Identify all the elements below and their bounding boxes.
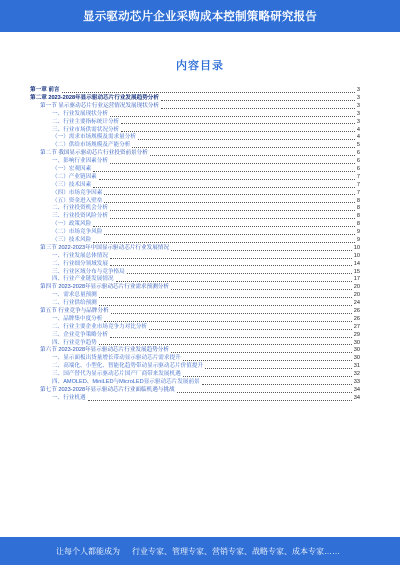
toc-entry-page-number: 15 [353, 268, 360, 275]
toc-entry[interactable] [30, 94, 360, 102]
toc-entry-label: 第二节 我国显示驱动芯片行业投资前景分析 [40, 150, 148, 157]
toc-entry-label: 三、行业市场供需状况分析 [52, 126, 120, 133]
report-header-bar [0, 0, 400, 32]
toc-dot-leader [121, 123, 355, 124]
toc-entry-page-number: 8 [356, 221, 360, 228]
toc-entry[interactable] [30, 86, 360, 94]
toc-entry[interactable] [30, 141, 360, 149]
toc-entry-page-number: 26 [353, 315, 360, 322]
toc-entry-page-number: 9 [356, 237, 360, 244]
toc-entry[interactable] [30, 370, 360, 378]
toc-entry[interactable] [30, 244, 360, 252]
toc-entry[interactable] [30, 394, 360, 402]
toc-entry[interactable] [30, 165, 360, 173]
toc-dot-leader [205, 368, 352, 369]
toc-dot-leader [149, 329, 352, 330]
toc-dot-leader [171, 250, 352, 251]
toc-entry[interactable] [30, 133, 360, 141]
toc-entry-label: 第一节 显示驱动芯片行业运营情况发展现状分析 [40, 102, 160, 109]
toc-entry[interactable] [30, 331, 360, 339]
toc-dot-leader [183, 376, 352, 377]
toc-entry-page-number: 10 [353, 244, 360, 251]
toc-entry[interactable] [30, 291, 360, 299]
toc-entry-page-number: 30 [353, 347, 360, 354]
toc-entry-label: 一、行业发展总体情况 [52, 252, 108, 259]
toc-dot-leader [110, 258, 352, 259]
toc-entry[interactable] [30, 339, 360, 347]
report-title: 显示驱动芯片企业采购成本控制策略研究报告 [83, 11, 317, 23]
toc-entry-label: 四、行业竞争趋势 [52, 339, 97, 346]
toc-entry[interactable] [30, 346, 360, 354]
toc-entry-page-number: 8 [356, 213, 360, 220]
toc-entry-label: 二、行业主要指标统计分析 [52, 118, 120, 125]
toc-entry[interactable] [30, 110, 360, 118]
toc-entry[interactable] [30, 386, 360, 394]
toc-entry-label: （一）政策风险 [52, 221, 92, 228]
toc-entry[interactable] [30, 267, 360, 275]
toc-entry-page-number: 34 [353, 394, 360, 401]
toc-entry[interactable] [30, 236, 360, 244]
toc-entry[interactable] [30, 181, 360, 189]
toc-entry-label: 一、影响行业因素分析 [52, 158, 108, 165]
toc-dot-leader [99, 297, 352, 298]
toc-entry-page-number: 7 [356, 181, 360, 188]
toc-entry-label: 三、企业竞争策略分析 [52, 331, 108, 338]
toc-entry[interactable] [30, 118, 360, 126]
toc-dot-leader [161, 108, 355, 109]
toc-dot-leader [183, 360, 352, 361]
toc-entry-label: （二）产业链因素 [52, 173, 97, 180]
toc-entry-label: 二、行业投资机会分析 [52, 205, 108, 212]
toc-entry[interactable] [30, 275, 360, 283]
toc-dot-leader [104, 202, 355, 203]
toc-entry-page-number: 14 [353, 260, 360, 267]
toc-dot-leader [110, 163, 355, 164]
toc-entry-page-number: 30 [353, 339, 360, 346]
toc-entry-label: 一、需求总量预测 [52, 292, 97, 299]
toc-entry-page-number: 3 [356, 87, 360, 94]
toc-dot-leader [111, 313, 352, 314]
footer-slogan-lead: 让每个人都能成为 [56, 546, 120, 556]
toc-entry-label: 一、行业发展现状分析 [52, 110, 108, 117]
toc-dot-leader [99, 344, 352, 345]
toc-dot-leader [93, 187, 355, 188]
toc-entry-page-number: 4 [356, 126, 360, 133]
toc-entry-page-number: 3 [356, 118, 360, 125]
toc-entry[interactable] [30, 299, 360, 307]
toc-entry-page-number: 6 [356, 150, 360, 157]
toc-entry[interactable] [30, 362, 360, 370]
toc-entry[interactable] [30, 149, 360, 157]
toc-entry[interactable] [30, 323, 360, 331]
toc-entry-label: 三、行业投资风险分析 [52, 213, 108, 220]
toc-dot-leader [171, 289, 352, 290]
toc-dot-leader [110, 218, 355, 219]
toc-entry-page-number: 8 [356, 205, 360, 212]
toc-entry-page-number: 29 [353, 331, 360, 338]
toc-entry-page-number: 17 [353, 276, 360, 283]
toc-entry[interactable] [30, 354, 360, 362]
toc-entry-label: 四、行业产业链发展情况 [52, 276, 114, 283]
toc-entry[interactable] [30, 157, 360, 165]
toc-entry[interactable] [30, 378, 360, 386]
toc-entry-label: （三）技术风险 [52, 237, 92, 244]
toc-entry[interactable] [30, 252, 360, 260]
toc-dot-leader [104, 234, 355, 235]
toc-entry-page-number: 20 [353, 292, 360, 299]
toc-dot-leader [202, 384, 352, 385]
table-of-contents [30, 86, 360, 402]
toc-entry[interactable] [30, 212, 360, 220]
toc-entry-label: 第七节 2023-2028年显示驱动芯片行业面临机遇与挑战 [40, 386, 175, 393]
toc-dot-leader [127, 273, 352, 274]
toc-dot-leader [177, 392, 352, 393]
toc-entry-page-number: 4 [356, 134, 360, 141]
toc-entry[interactable] [30, 173, 360, 181]
toc-dot-leader [93, 226, 355, 227]
toc-dot-leader [110, 116, 355, 117]
toc-entry-page-number: 31 [353, 363, 360, 370]
toc-entry-page-number: 5 [356, 142, 360, 149]
toc-entry[interactable] [30, 125, 360, 133]
toc-dot-leader [93, 242, 355, 243]
toc-entry-label: 第一章 前言 [30, 87, 60, 94]
toc-entry-page-number: 7 [356, 173, 360, 180]
toc-entry-label: 三、国产替代为显示驱动芯片国产厂商带来发展机遇 [52, 371, 181, 378]
toc-entry-page-number: 26 [353, 308, 360, 315]
toc-entry[interactable] [30, 189, 360, 197]
toc-dot-leader [110, 265, 352, 266]
toc-entry-label: 二、行业供给预测 [52, 300, 97, 307]
toc-entry-page-number: 24 [353, 300, 360, 307]
toc-entry[interactable] [30, 220, 360, 228]
toc-entry-label: 第五节 行业竞争与品牌分析 [40, 308, 109, 315]
toc-dot-leader [116, 281, 352, 282]
toc-entry[interactable] [30, 283, 360, 291]
toc-dot-leader [138, 139, 355, 140]
toc-entry-page-number: 6 [356, 166, 360, 172]
toc-entry-label: 第六节 2023-2028年显示驱动芯片行业发展趋势分析 [40, 347, 169, 354]
toc-entry-page-number: 3 [356, 94, 360, 101]
toc-entry-label: （一）宏观因素 [52, 166, 92, 172]
toc-dot-leader [121, 131, 355, 132]
toc-entry-page-number: 8 [356, 197, 360, 204]
toc-dot-leader [88, 400, 352, 401]
toc-entry-page-number: 30 [353, 355, 360, 362]
toc-dot-leader [99, 179, 355, 180]
toc-entry-label: 二、行业主要企业市场竞争力对比分析 [52, 323, 148, 330]
toc-entry-label: 一、行业机遇 [52, 394, 86, 401]
toc-entry-label: （二）供给市场规模及产能分析 [52, 142, 131, 149]
toc-dot-leader [99, 305, 352, 306]
toc-entry-label: （二）市场竞争风险 [52, 229, 103, 236]
footer-slogan-roles: 行业专家、管理专家、营销专家、战略专家、成本专家…… [132, 546, 340, 556]
toc-entry-page-number: 32 [353, 371, 360, 378]
toc-entry-label: （一）需求市场规模及需求量分析 [52, 134, 136, 141]
toc-entry-label: （三）技术因素 [52, 181, 92, 188]
toc-entry-label: 第四节 2023-2028年显示驱动芯片行业需求预测分析 [40, 284, 169, 291]
toc-dot-leader [132, 147, 355, 148]
footer-bar [0, 537, 400, 565]
toc-entry-page-number: 10 [353, 252, 360, 259]
toc-entry-page-number: 3 [356, 110, 360, 117]
toc-entry-label: 一、品牌集中度分析 [52, 315, 103, 322]
toc-dot-leader [110, 337, 352, 338]
toc-entry[interactable] [30, 102, 360, 110]
toc-entry-page-number: 3 [356, 102, 360, 109]
toc-dot-leader [93, 171, 355, 172]
toc-entry-label: 第三节 2022-2023年中国显示驱动芯片行业发展情况 [40, 244, 169, 251]
toc-entry[interactable] [30, 228, 360, 236]
toc-entry-label: 一、显示面板出货量增长带动显示驱动芯片需求提升 [52, 355, 181, 362]
toc-dot-leader [150, 155, 355, 156]
toc-entry-label: 二、高端化、小型化、智能化趋势带动显示驱动芯片价值提升 [52, 363, 204, 370]
toc-entry[interactable] [30, 307, 360, 315]
toc-entry-label: 二、行业细分领域发展 [52, 260, 108, 267]
toc-entry-label: 第二章 2023-2028年显示驱动芯片行业发展趋势分析 [30, 94, 159, 101]
toc-dot-leader [104, 321, 351, 322]
toc-entry-page-number: 27 [353, 323, 360, 330]
toc-entry-page-number: 33 [353, 379, 360, 386]
toc-dot-leader [171, 352, 352, 353]
toc-entry-label: 四、AMOLED、MiniLED与MicroLED显示驱动芯片发展前景 [52, 379, 200, 386]
toc-entry[interactable] [30, 260, 360, 268]
toc-entry[interactable] [30, 315, 360, 323]
toc-dot-leader [161, 100, 355, 101]
toc-entry-label: （四）市场竞争因素 [52, 189, 103, 196]
toc-heading: 内容目录 [176, 60, 224, 72]
toc-dot-leader [110, 210, 355, 211]
toc-entry-label: （五）资金进入壁垒 [52, 197, 103, 204]
toc-dot-leader [104, 194, 355, 195]
toc-entry[interactable] [30, 196, 360, 204]
toc-entry-page-number: 7 [356, 189, 360, 196]
toc-entry-page-number: 6 [356, 158, 360, 165]
toc-entry[interactable] [30, 204, 360, 212]
toc-entry-label: 三、行业区域分布与竞争格局 [52, 268, 125, 275]
toc-entry-page-number: 34 [353, 386, 360, 393]
toc-entry-page-number: 9 [356, 229, 360, 236]
toc-dot-leader [62, 92, 355, 93]
toc-entry-page-number: 20 [353, 284, 360, 291]
